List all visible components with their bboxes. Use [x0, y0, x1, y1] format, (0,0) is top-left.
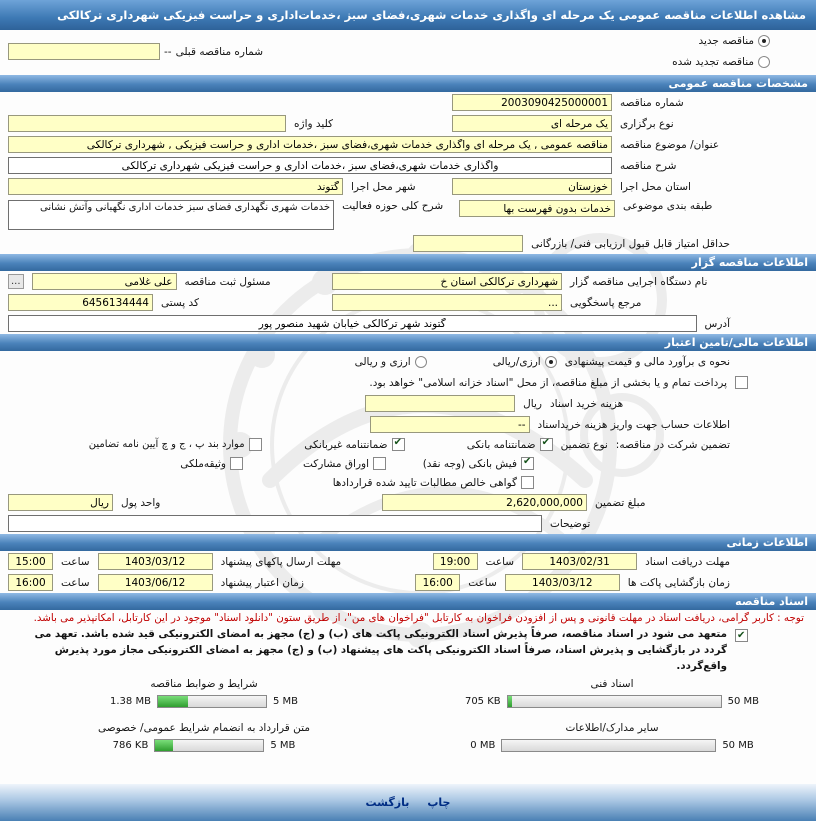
contact-field[interactable] — [332, 294, 562, 311]
guarantee-row-2 — [0, 454, 816, 473]
keyword-label: کلید واژه — [294, 117, 334, 130]
documents-notice: توجه : کاربر گرامی، دریافت اسناد در مهلت قانونی و پس از افزودن فراخوان به کارتابل "فراخوان های من"، از طریق ستون "دانلود اسناد" موجود در این کارتابل، امکانپذیر می باشد. — [33, 612, 804, 624]
guarantee-bank-label: ضمانتنامه بانکی — [466, 438, 536, 451]
guarantee-row-1 — [0, 435, 816, 454]
keyword-field[interactable] — [8, 115, 286, 132]
guarantee-amount-field[interactable] — [382, 494, 587, 511]
guarantee-nonbank-label: ضمانتنامه غیربانکی — [304, 438, 388, 451]
hour-label-1: ساعت — [485, 555, 515, 568]
doc-fee-unit: ریال — [523, 397, 542, 410]
fee-account-row — [0, 414, 816, 435]
guarantee-bonds-option[interactable] — [251, 457, 386, 470]
technical-progressbar — [507, 695, 722, 708]
holding-type-label: نوع برگزاری — [620, 117, 674, 130]
province-label: استان محل اجرا — [620, 180, 691, 193]
guarantee-cash-option[interactable] — [394, 457, 534, 470]
guarantee-estate-checkbox[interactable] — [230, 457, 243, 470]
renewed-tender-option[interactable] — [672, 56, 770, 68]
description-label: شرح مناقصه — [620, 159, 677, 172]
print-link[interactable]: چاپ — [427, 796, 451, 809]
section-documents-header: اسناد مناقصه — [0, 593, 816, 610]
activity-scope-label: شرح کلی حوزه فعالیت — [342, 200, 444, 212]
page-title-bar — [0, 0, 816, 30]
contract-bar-group — [0, 735, 408, 757]
guarantee-estate-option[interactable] — [33, 457, 243, 470]
back-link[interactable]: بازگشت — [365, 796, 410, 809]
technical-bar-group — [408, 691, 816, 713]
footer-bar — [0, 784, 816, 821]
doc-fee-field[interactable] — [365, 395, 515, 412]
org-label: نام دستگاه اجرایی مناقصه گزار — [570, 275, 708, 288]
guarantee-type-label: نوع تضمین — [560, 438, 608, 451]
notes-label: توضیحات — [550, 517, 591, 530]
category-label: طبقه بندی موضوعی — [623, 200, 713, 212]
doc-receive-deadline-label: مهلت دریافت اسناد — [645, 555, 730, 568]
bid-validity-time-field[interactable] — [8, 574, 53, 591]
other-progressbar — [501, 739, 716, 752]
bid-validity-date-field[interactable] — [98, 574, 213, 591]
guarantee-bonds-checkbox[interactable] — [373, 457, 386, 470]
doc-receive-date-field[interactable] — [522, 553, 637, 570]
timing-row-2 — [0, 572, 816, 593]
other-docs-label: سایر مدارک/اطلاعات — [565, 721, 659, 734]
address-row — [0, 313, 816, 334]
other-current-size: 0 MB — [470, 740, 496, 752]
address-field[interactable] — [8, 315, 697, 332]
registrar-label: مسئول ثبت مناقصه — [184, 275, 271, 288]
contract-current-size: 786 KB — [112, 740, 149, 752]
treasury-row — [0, 372, 816, 393]
terms-bar-group — [0, 691, 408, 713]
guarantee-amount-row — [0, 492, 816, 513]
treasury-checkbox[interactable] — [735, 376, 748, 389]
pricing-mixed-option[interactable] — [355, 356, 427, 368]
pricing-mixed-label: ارزی و ریالی — [354, 355, 411, 368]
envelope-open-date-field[interactable] — [505, 574, 620, 591]
subject-row — [0, 134, 816, 155]
notes-row — [0, 513, 816, 534]
contact-label: مرجع پاسخگویی — [570, 296, 642, 309]
tender-number-row — [0, 92, 816, 113]
registrar-lookup-button[interactable]: ... — [8, 274, 24, 289]
fee-account-field[interactable] — [370, 416, 530, 433]
new-tender-radio[interactable] — [758, 35, 770, 47]
pricing-rial-option[interactable] — [493, 356, 557, 368]
guarantee-row-3 — [0, 473, 816, 492]
guarantee-receivables-label: گواهی خالص مطالبات تایید شده قراردادها — [332, 476, 517, 489]
guarantee-bank-option[interactable] — [413, 438, 553, 451]
terms-max-size: 5 MB — [272, 696, 298, 708]
hour-label-3: ساعت — [468, 576, 497, 589]
envelope-open-time-field[interactable] — [415, 574, 460, 591]
postal-code-label: کد پستی — [161, 296, 200, 309]
city-label: شهر محل اجرا — [351, 180, 416, 193]
min-score-field[interactable] — [413, 235, 523, 252]
notes-field[interactable] — [8, 515, 542, 532]
doc-labels-row-2 — [0, 721, 816, 735]
type-keyword-row — [0, 113, 816, 134]
envelope-open-label: زمان بازگشایی پاکت ها — [627, 576, 730, 589]
address-label: آدرس — [704, 317, 730, 330]
tender-mode-block — [0, 30, 816, 75]
new-tender-option[interactable] — [698, 35, 770, 47]
holding-type-field[interactable] — [452, 115, 612, 132]
guarantee-bonds-label: اوراق مشارکت — [302, 457, 369, 470]
technical-docs-label: اسناد فنی — [590, 677, 634, 690]
contract-progressbar — [154, 739, 264, 752]
activity-scope-field[interactable]: خدمات شهری نگهداری فضای سبز خدمات اداری نگهبانی وآتش نشانی — [8, 200, 334, 230]
hour-label-2: ساعت — [61, 555, 90, 568]
commitment-row — [0, 625, 816, 677]
city-field[interactable] — [8, 178, 343, 195]
doc-fee-row — [0, 393, 816, 414]
guarantee-cases-label: موارد بند پ ، ج و چ آیین نامه تضامین — [88, 439, 245, 450]
renewed-tender-label: مناقصه تجدید شده — [672, 56, 754, 68]
terms-progressbar — [157, 695, 267, 708]
org-registrar-row — [0, 271, 816, 292]
guarantee-nonbank-option[interactable] — [270, 438, 405, 451]
doc-fee-label: هزینه خرید اسناد — [550, 397, 624, 410]
other-max-size: 50 MB — [722, 740, 754, 752]
commitment-checkbox[interactable] — [735, 629, 748, 642]
registrar-field[interactable] — [32, 273, 177, 290]
province-field[interactable] — [452, 178, 612, 195]
tender-number-label: شماره مناقصه — [620, 96, 684, 109]
new-tender-label: مناقصه جدید — [698, 35, 754, 47]
guarantee-receivables-checkbox[interactable] — [521, 476, 534, 489]
pricing-method-label: نحوه ی برآورد مالی و قیمت پیشنهادی — [564, 355, 730, 368]
section-agency-header: اطلاعات مناقصه گزار — [0, 254, 816, 271]
technical-current-size: 705 KB — [464, 696, 501, 708]
guarantee-bank-checkbox[interactable] — [540, 438, 553, 451]
previous-tender-input[interactable] — [8, 43, 160, 60]
terms-docs-label: شرایط و ضوابط مناقصه — [150, 677, 258, 690]
terms-current-size: 1.38 MB — [110, 696, 151, 708]
doc-receive-time-field[interactable] — [433, 553, 478, 570]
currency-field[interactable] — [8, 494, 113, 511]
postal-code-field[interactable] — [8, 294, 153, 311]
section-financial-header: اطلاعات مالی/تامین اعتبار — [0, 334, 816, 351]
page-title: مشاهده اطلاعات مناقصه عمومی یک مرحله ای واگذاری خدمات شهری،فضای سبز ،خدمات‌اداری و حراست فیزیکی شهرداری ترکالکی — [57, 8, 806, 22]
currency-label: واحد پول — [121, 496, 161, 509]
doc-bars-row-1 — [0, 691, 816, 713]
doc-bars-row-2 — [0, 735, 816, 757]
guarantee-nonbank-checkbox[interactable] — [392, 438, 405, 451]
subject-field[interactable] — [8, 136, 612, 153]
hour-label-4: ساعت — [61, 576, 90, 589]
other-bar-group — [408, 735, 816, 757]
fee-account-label: اطلاعات حساب جهت واریز هزینه خریداسناد — [537, 418, 730, 431]
treasury-label: پرداخت تمام و یا بخشی از مبلغ مناقصه، از محل "اسناد خزانه اسلامی" خواهد بود. — [369, 376, 727, 389]
previous-tender-group — [8, 43, 263, 60]
bid-validity-label: زمان اعتبار پیشنهاد — [220, 576, 304, 589]
guarantee-amount-label: مبلغ تضمین — [595, 496, 646, 509]
contract-max-size: 5 MB — [270, 740, 296, 752]
category-scope-row — [0, 197, 816, 233]
section-timing-header: اطلاعات زمانی — [0, 534, 816, 551]
guarantee-cash-label: فیش بانکی (وجه نقد) — [422, 457, 517, 470]
guarantee-estate-label: وثیقه‌ملکی — [180, 457, 226, 470]
description-field[interactable] — [8, 157, 612, 174]
pricing-rial-radio[interactable] — [545, 356, 557, 368]
guarantee-receivables-option[interactable] — [333, 476, 534, 489]
org-field[interactable] — [332, 273, 562, 290]
category-field[interactable] — [459, 200, 615, 217]
technical-max-size: 50 MB — [727, 696, 760, 708]
contact-postal-row — [0, 292, 816, 313]
pricing-method-row — [0, 351, 816, 372]
min-score-row — [0, 233, 816, 254]
commitment-text: متعهد می شود در اسناد مناقصه، صرفاً پذیرش اسناد الکترونیکی پاکت های (ب) و (ج) مجهز به امضای الکترونیکی قید شده باشد. تعهد می گردد در بازگشایی و پذیرش اسناد، صرفاً اسناد الکترونیکی پاکت های پیشنهاد (ب) و (ج) مجهز به امضای الکترونیکی مجاز مورد پذیرش واقع‌گردد. — [34, 628, 727, 672]
previous-tender-label: شماره مناقصه قبلی — [175, 45, 264, 58]
guarantee-label: تضمین شرکت در مناقصه: — [615, 438, 730, 451]
tender-number-field[interactable] — [452, 94, 612, 111]
contract-docs-label: متن قرارداد به انضمام شرایط عمومی/ خصوصی — [98, 721, 310, 734]
min-score-label: حداقل امتیاز قابل قبول ارزیابی فنی/ بازرگانی — [531, 237, 730, 250]
pricing-rial-label: ارزی/ریالی — [492, 355, 541, 368]
subject-label: عنوان/ موضوع مناقصه — [620, 138, 720, 151]
doc-labels-row-1 — [0, 677, 816, 691]
bid-submit-time-field[interactable] — [8, 553, 53, 570]
guarantee-cases-checkbox[interactable] — [249, 438, 262, 451]
description-row — [0, 155, 816, 176]
pricing-mixed-radio[interactable] — [415, 356, 427, 368]
guarantee-cases-option[interactable] — [52, 438, 262, 451]
renewed-tender-radio[interactable] — [758, 56, 770, 68]
previous-tender-value: -- — [164, 45, 172, 58]
guarantee-cash-checkbox[interactable] — [521, 457, 534, 470]
bid-submit-date-field[interactable] — [98, 553, 213, 570]
section-specs-header: مشخصات مناقصه عمومی — [0, 75, 816, 92]
province-city-row — [0, 176, 816, 197]
timing-row-1 — [0, 551, 816, 572]
bid-submit-deadline-label: مهلت ارسال پاکهای پیشنهاد — [220, 555, 342, 568]
